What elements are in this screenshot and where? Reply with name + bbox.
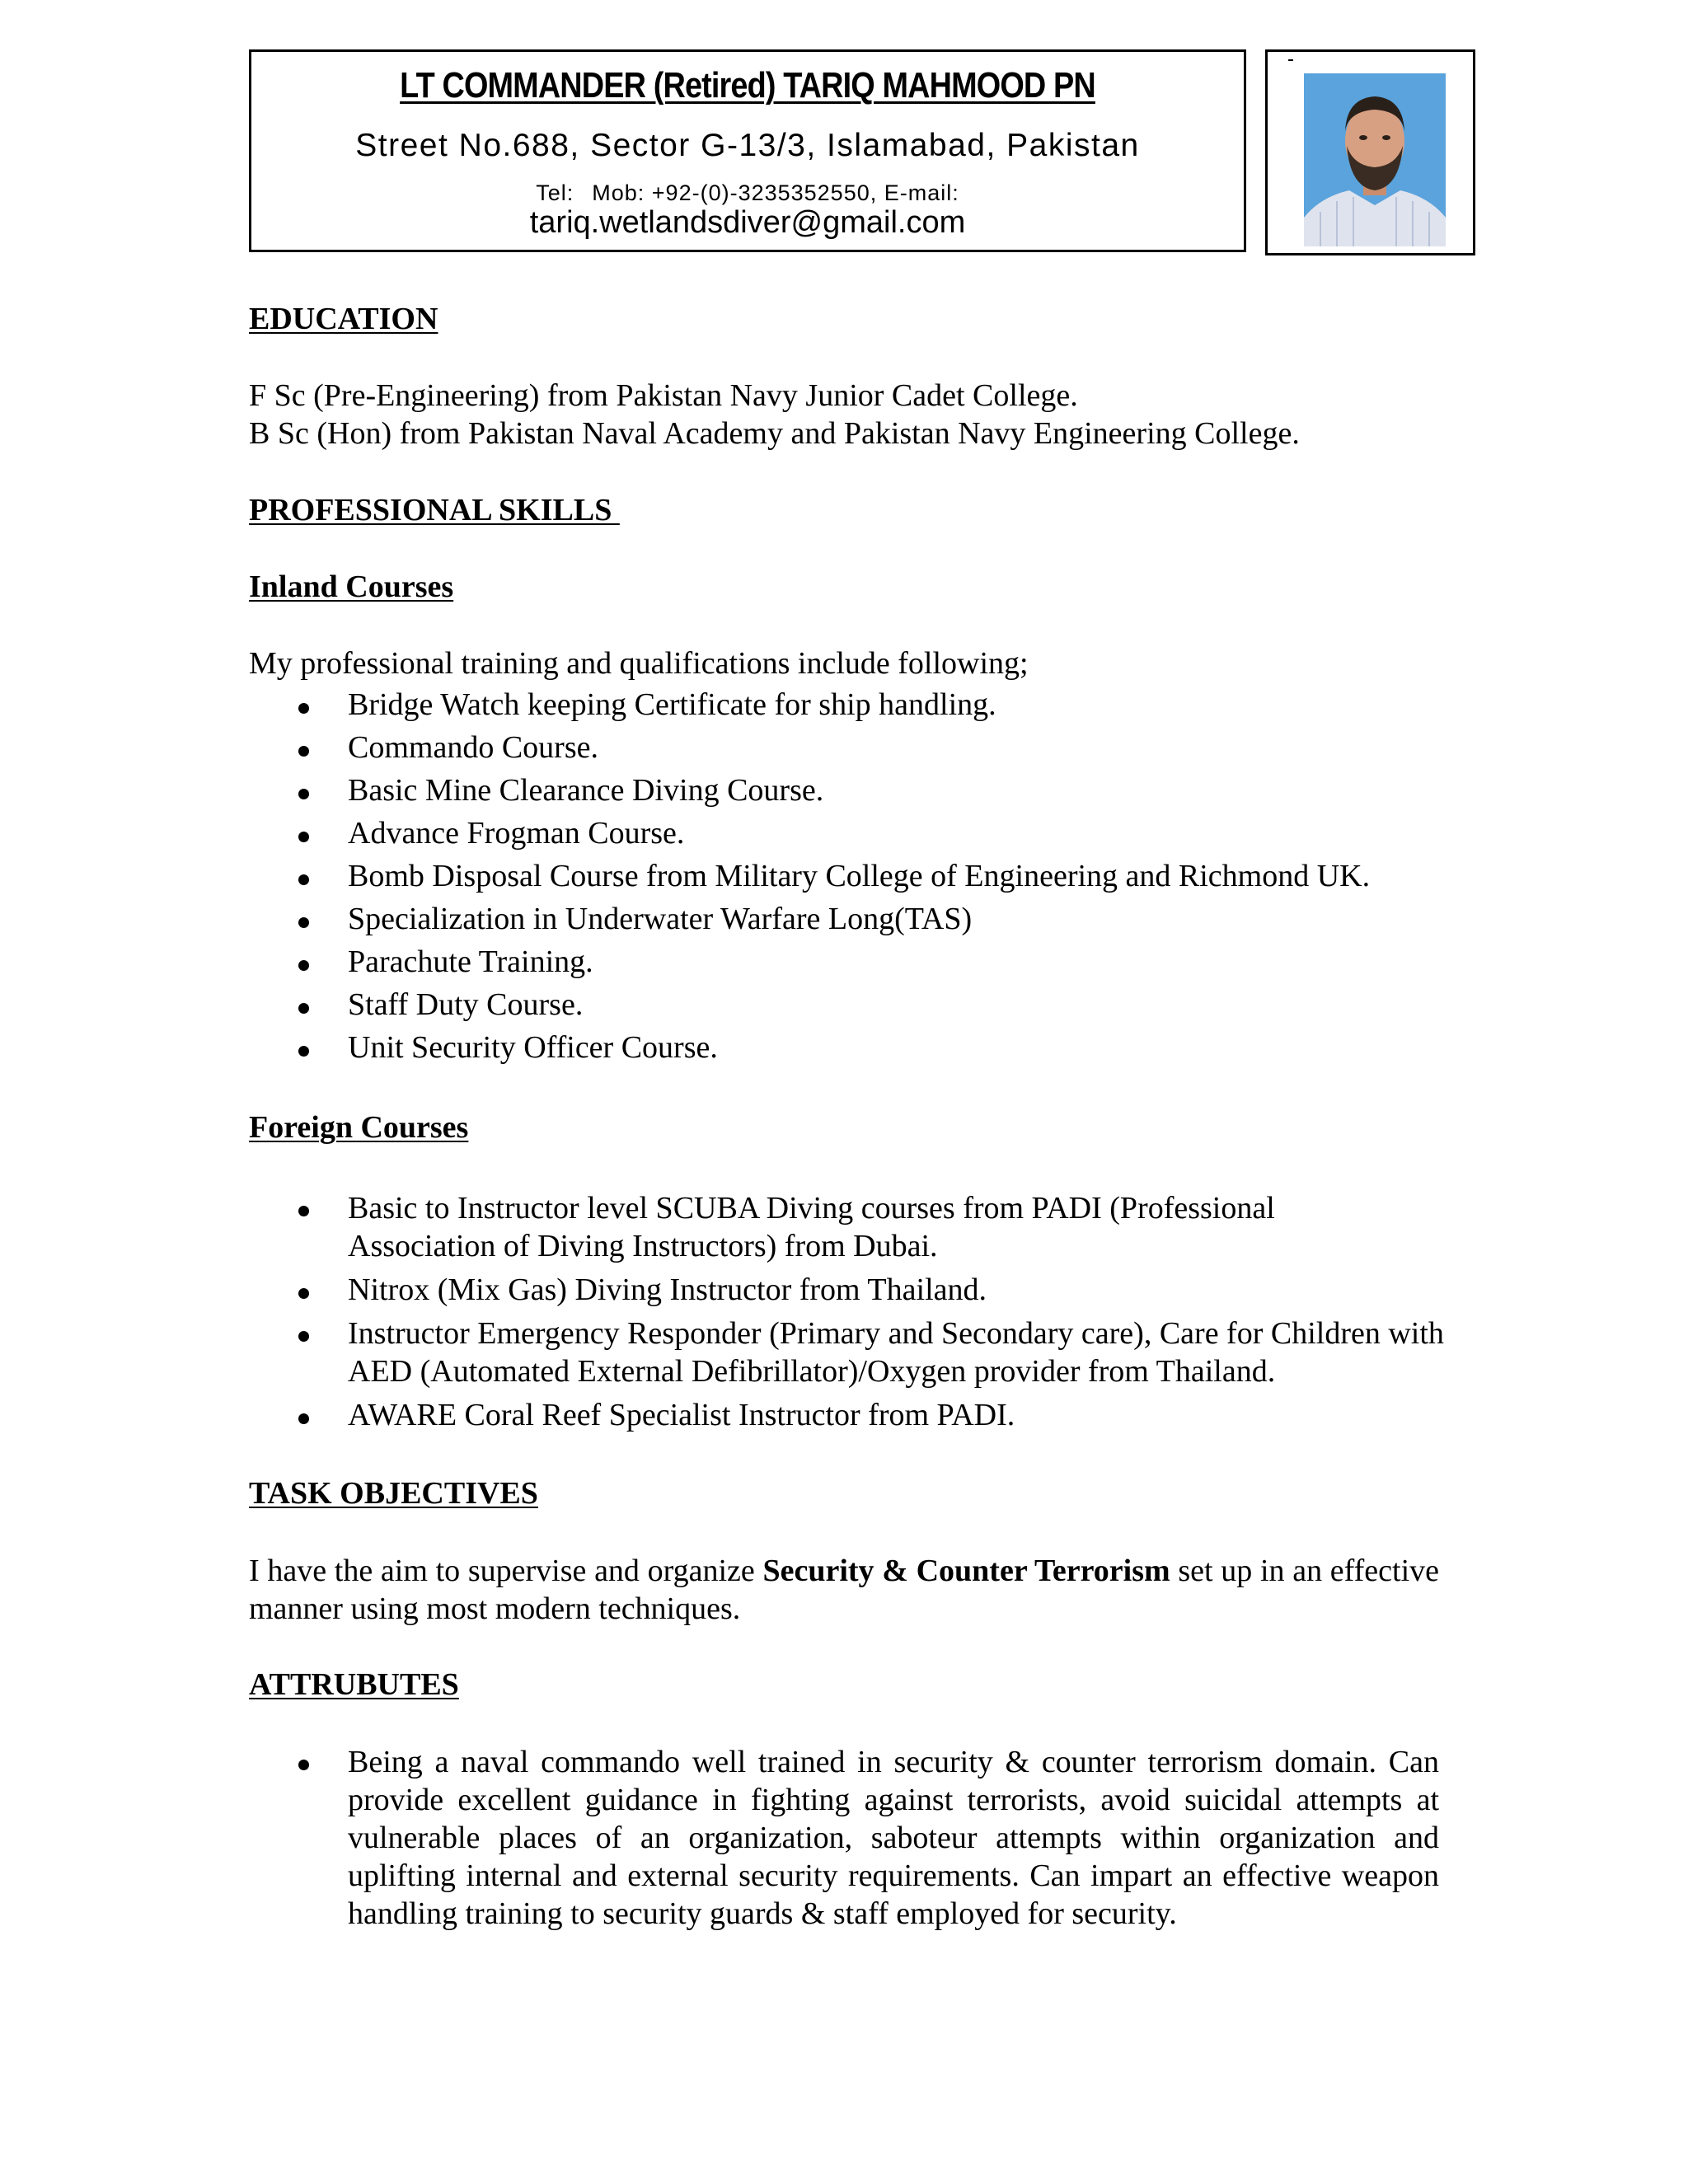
professional-skills-heading: PROFESSIONAL SKILLS — [249, 493, 620, 527]
task-objectives-emphasis: Security & Counter Terrorism — [762, 1554, 1170, 1588]
inland-courses-intro: My professional training and qualifications include following; — [249, 646, 1029, 681]
list-item-text: Staff Duty Course. — [348, 987, 584, 1022]
education-line: F Sc (Pre-Engineering) from Pakistan Navy Junior Cadet College. — [249, 378, 1078, 413]
tel-label: Tel: — [536, 180, 574, 205]
candidate-name: LT COMMANDER (Retired) TARIQ MAHMOOD PN — [400, 65, 1095, 105]
photo-eye-left — [1359, 135, 1367, 140]
list-item-text: Specialization in Underwater Warfare Long(TAS) — [348, 902, 973, 936]
list-item-text: Parachute Training. — [348, 944, 593, 979]
email-address: tariq.wetlandsdiver@gmail.com — [529, 205, 966, 240]
list-item-text: Being a naval commando well trained in security & counter terrorism domain. Can provide excellent guidance in fighting against terrorists, avoid suicidal attempts at vulnerable places of an organization, saboteur attempts within organization and uplifting internal and external security requirements. Can impart an effective weapon handling training to security guards & staff employed for security. — [348, 1745, 1439, 1931]
photo-eye-right — [1382, 135, 1390, 140]
task-objectives-text: set up in an effective manner using most modern techniques. — [249, 1554, 1440, 1626]
list-item-text: Commando Course. — [348, 730, 598, 765]
education-line: B Sc (Hon) from Pakistan Naval Academy and Pakistan Navy Engineering College. — [249, 416, 1300, 451]
list-item-text: Basic to Instructor level SCUBA Diving courses from PADI (Professional Association of Diving Instructors) from Dubai. — [348, 1191, 1275, 1263]
inland-courses-heading: Inland Courses — [249, 569, 454, 604]
list-item-text: Unit Security Officer Course. — [348, 1030, 718, 1065]
header-box — [249, 49, 1246, 252]
list-item-text: Advance Frogman Course. — [348, 816, 685, 851]
task-objectives-heading: TASK OBJECTIVES — [249, 1476, 538, 1511]
attributes-heading: ATTRUBUTES — [249, 1667, 459, 1702]
list-item-text: Bomb Disposal Course from Military College of Engineering and Richmond UK. — [348, 859, 1371, 893]
candidate-photo — [1304, 73, 1446, 246]
list-item-text: AWARE Coral Reef Specialist Instructor from PADI. — [348, 1398, 1015, 1432]
task-objectives-paragraph — [249, 1552, 1439, 1628]
frame-mark — [1288, 59, 1293, 61]
contact-line — [251, 180, 1244, 206]
list-item-text: Basic Mine Clearance Diving Course. — [348, 773, 824, 808]
list-item-text: Instructor Emergency Responder (Primary and Secondary care), Care for Children with AED (Automated External Defibrillator)/Oxygen provider from Thailand. — [348, 1316, 1444, 1389]
task-objectives-text: I have the aim to supervise and organize — [249, 1554, 763, 1588]
mobile-number: Mob: +92-(0)-3235352550, E-mail: — [592, 180, 959, 205]
education-heading: EDUCATION — [249, 302, 438, 336]
photo-frame — [1265, 49, 1475, 255]
candidate-address: Street No.688, Sector G-13/3, Islamabad, Pakistan — [355, 128, 1140, 163]
list-item-text: Nitrox (Mix Gas) Diving Instructor from Thailand. — [348, 1272, 987, 1307]
foreign-courses-heading: Foreign Courses — [249, 1110, 469, 1145]
list-item-text: Bridge Watch keeping Certificate for ship handling. — [348, 687, 996, 722]
